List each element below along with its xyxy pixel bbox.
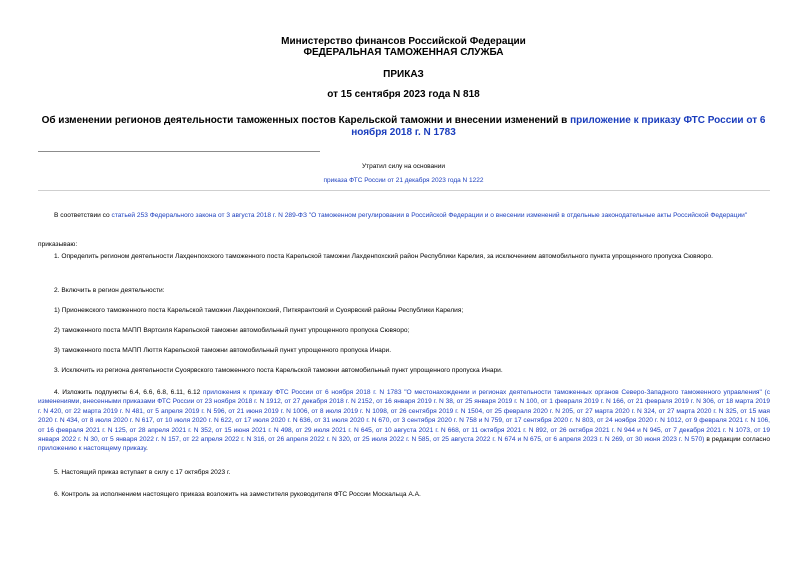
item-1: 1. Определить регионом деятельности Лахденпохского таможенного поста Карельской таможни Лахденпохский район Республики Карелия, за исключением автомобильного пункта упрощенного пропуска Сювяоро. (54, 253, 713, 260)
title-link[interactable]: приложение к приказу ФТС России от 6 ноября 2018 г. N 1783 (351, 115, 766, 138)
federal-law-link[interactable]: статьей 253 Федерального закона от 3 августа 2018 г. N 289-ФЗ "О таможенном регулировании в Российской Федерации и о внесении изменений в отдельные законодательные акты Российской Федерации" (111, 212, 748, 219)
appendix-link[interactable]: приложению к настоящему приказу (38, 445, 147, 453)
document-date: от 15 сентября 2023 года N 818 (327, 89, 480, 100)
preamble (38, 211, 770, 220)
item-4 (38, 388, 770, 454)
repeal-order-link[interactable]: приказа ФТС России от 21 декабря 2023 года N 1222 (323, 177, 484, 184)
separator-line (38, 190, 770, 191)
order-word: приказываю: (38, 241, 78, 248)
status-note: Утратил силу на основании (361, 163, 446, 170)
document-type: ПРИКАЗ (383, 69, 424, 80)
item-4-text: 4. Изложить подпункты 6.4, 6.6, 6.8, 6.11, 6.12 (54, 389, 204, 396)
preamble-text: В соответствии со (54, 212, 112, 219)
item-2: 2. Включить в регион деятельности: (54, 287, 165, 294)
item-5: 5. Настоящий приказ вступает в силу с 17 октября 2023 г. (54, 469, 231, 476)
title-text: Об изменении регионов деятельности таможенных постов Карельской таможни и внесении изменений в (41, 115, 571, 126)
item-2-sub-2: 2) таможенного поста МАПП Вяртсиля Карельской таможни автомобильный пункт упрощенного пропуска Сювяоро; (54, 327, 410, 334)
status-note-link-line (0, 177, 807, 185)
separator-line (38, 151, 320, 152)
appendix-order-link[interactable]: приложения к приказу ФТС России от 6 ноября 2018 г. N 1783 "О местонахождении и регионах деятельности таможенных органов Северо-Западного таможенного управления" (с изменениями, внесенными приказами ФТС России от 23 ноября 2018 г. N 1912, от 27 декабря 2018 г. N 2152, от 16 января 2019 г. N 38, от 25 января 2019 г. N 100, от 1 февраля 2019 г. N 166, от 21 февраля 2019 г. N 306, от 18 марта 2019 г. N 420, от 22 марта 2019 г. N 481, от 5 апреля 2019 г. N 596, от 21 июня 2019 г. N 1006, от 8 июля 2019 г. N 1098, от 26 сентября 2019 г. N 1504, от 25 февраля 2020 г. N 205, от 27 марта 2020 г. N 324, от 27 марта 2020 г. N 325, от 15 мая 2020 г. N 434, от 8 июля 2020 г. N 617, от 10 июля 2020 г. N 622, от 17 июля 2020 г. N 636, от 31 июля 2020 г. N 670, от 3 сентября 2020 г. N 758 и N 759, от 17 сентября 2020 г. N 803, от 24 ноября 2020 г. N 1012, от 9 февраля 2021 г. N 106, от 16 февраля 2021 г. N 125, от 28 апреля 2021 г. N 352, от 15 июня 2021 г. N 498, от 29 июля 2021 г. N 645, от 10 августа 2021 г. N 668, от 11 октября 2021 г. N 892, от 26 октября 2021 г. N 944 и N 945, от 7 декабря 2021 г. N 1073, от 19 января 2022 г. N 30, от 5 января 2022 г. N 157, от 22 апреля 2022 г. N 316, от 26 апреля 2022 г. N 320, от 25 июля 2022 г. N 585, от 25 августа 2022 г. N 674 и N 675, от 6 апреля 2023 г. N 269, от 30 июня 2023 г. N 570) (38, 389, 770, 444)
item-4-text-end: . (146, 445, 148, 453)
service-name: ФЕДЕРАЛЬНАЯ ТАМОЖЕННАЯ СЛУЖБА (303, 47, 504, 58)
ministry-name: Министерство финансов Российской Федерации (281, 36, 526, 47)
item-2-sub-3: 3) таможенного поста МАПП Люття Карельской таможни автомобильный пункт упрощенного пропуска Инари. (54, 347, 392, 354)
item-3: 3. Исключить из региона деятельности Суоярвского таможенного поста Карельской таможни автомобильный пункт упрощенного пропуска Инари. (54, 367, 503, 374)
item-6: 6. Контроль за исполнением настоящего приказа возложить на заместителя руководителя ФТС России Москальца А.А. (54, 491, 421, 498)
item-4-text-mid: в редакции согласно (704, 436, 770, 444)
document-title (40, 115, 767, 139)
item-2-sub-1: 1) Прионежского таможенного поста Карельской таможни Лахденпохский, Питкярантский и Суоярвский районы Республики Карелия; (54, 307, 464, 314)
